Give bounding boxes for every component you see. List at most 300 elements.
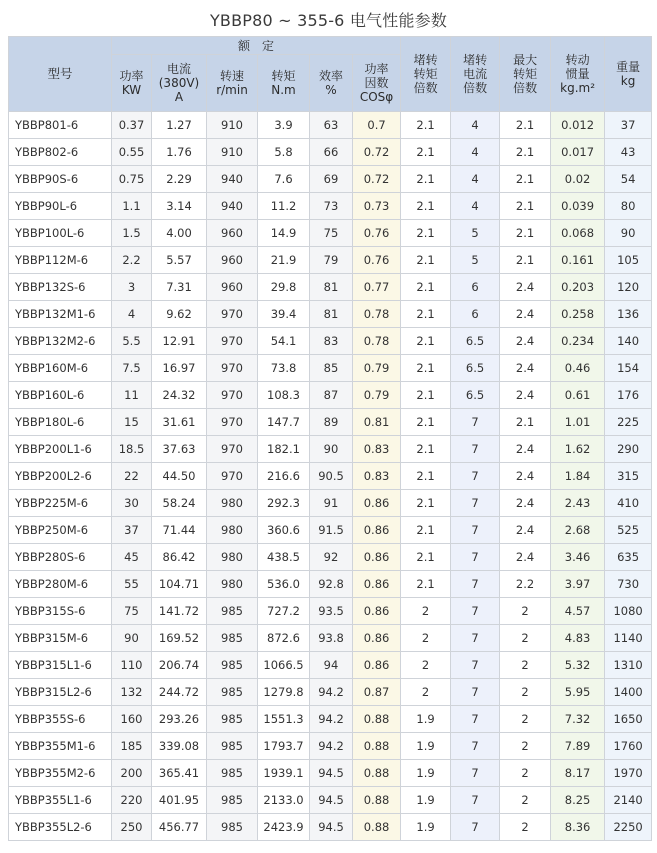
cell-locked-torque: 2.1 [401, 436, 451, 463]
table-row [9, 247, 652, 274]
cell-locked-torque: 2.1 [401, 193, 451, 220]
cell-power: 185 [112, 733, 152, 760]
cell-locked-torque: 1.9 [401, 733, 451, 760]
cell-power-factor: 0.77 [353, 274, 401, 301]
cell-max-torque: 2 [500, 760, 551, 787]
header-rated-group: 额 定 [112, 37, 401, 55]
cell-speed: 980 [207, 571, 258, 598]
cell-torque: 216.6 [258, 463, 310, 490]
cell-weight: 105 [605, 247, 652, 274]
cell-max-torque: 2.4 [500, 301, 551, 328]
cell-power-factor: 0.78 [353, 328, 401, 355]
cell-locked-current: 7 [451, 544, 500, 571]
table-row [9, 652, 652, 679]
cell-torque: 147.7 [258, 409, 310, 436]
table-row [9, 598, 652, 625]
header-torque: 转矩 N.m [258, 55, 310, 112]
cell-locked-torque: 2 [401, 652, 451, 679]
cell-current: 339.08 [152, 733, 207, 760]
header-weight: 重量 kg [605, 37, 652, 112]
cell-locked-current: 6 [451, 301, 500, 328]
header-power-factor: 功率 因数 COSφ [353, 55, 401, 112]
electrical-performance-table [8, 36, 652, 841]
cell-current: 86.42 [152, 544, 207, 571]
cell-power-factor: 0.83 [353, 436, 401, 463]
cell-torque: 182.1 [258, 436, 310, 463]
cell-current: 44.50 [152, 463, 207, 490]
table-row [9, 112, 652, 139]
cell-torque: 29.8 [258, 274, 310, 301]
table-row [9, 436, 652, 463]
cell-power: 1.1 [112, 193, 152, 220]
cell-weight: 410 [605, 490, 652, 517]
cell-model: YBBP180L-6 [9, 409, 112, 436]
cell-model: YBBP100L-6 [9, 220, 112, 247]
cell-power-factor: 0.79 [353, 382, 401, 409]
cell-power: 22 [112, 463, 152, 490]
cell-locked-torque: 2.1 [401, 463, 451, 490]
cell-torque: 1793.7 [258, 733, 310, 760]
cell-speed: 985 [207, 733, 258, 760]
cell-model: YBBP355L2-6 [9, 814, 112, 841]
cell-locked-torque: 2.1 [401, 328, 451, 355]
cell-power: 0.75 [112, 166, 152, 193]
cell-weight: 730 [605, 571, 652, 598]
header-max-torque: 最大 转矩 倍数 [500, 37, 551, 112]
cell-speed: 985 [207, 787, 258, 814]
cell-inertia: 0.161 [551, 247, 605, 274]
cell-power-factor: 0.86 [353, 490, 401, 517]
cell-efficiency: 94.2 [310, 706, 353, 733]
cell-max-torque: 2.1 [500, 166, 551, 193]
cell-inertia: 0.017 [551, 139, 605, 166]
cell-current: 58.24 [152, 490, 207, 517]
cell-power: 4 [112, 301, 152, 328]
cell-model: YBBP355L1-6 [9, 787, 112, 814]
cell-model: YBBP280M-6 [9, 571, 112, 598]
cell-locked-current: 7 [451, 787, 500, 814]
cell-power: 7.5 [112, 355, 152, 382]
cell-locked-current: 7 [451, 679, 500, 706]
cell-max-torque: 2 [500, 814, 551, 841]
cell-model: YBBP200L2-6 [9, 463, 112, 490]
cell-efficiency: 91.5 [310, 517, 353, 544]
cell-power: 18.5 [112, 436, 152, 463]
table-row [9, 490, 652, 517]
cell-efficiency: 90 [310, 436, 353, 463]
cell-torque: 5.8 [258, 139, 310, 166]
cell-inertia: 0.203 [551, 274, 605, 301]
cell-efficiency: 63 [310, 112, 353, 139]
cell-locked-current: 4 [451, 166, 500, 193]
cell-power-factor: 0.88 [353, 787, 401, 814]
table-row [9, 301, 652, 328]
cell-power-factor: 0.76 [353, 247, 401, 274]
table-row [9, 571, 652, 598]
cell-power: 0.55 [112, 139, 152, 166]
cell-speed: 960 [207, 247, 258, 274]
cell-power: 220 [112, 787, 152, 814]
cell-model: YBBP280S-6 [9, 544, 112, 571]
cell-current: 141.72 [152, 598, 207, 625]
cell-weight: 80 [605, 193, 652, 220]
cell-locked-current: 7 [451, 760, 500, 787]
cell-model: YBBP200L1-6 [9, 436, 112, 463]
cell-power-factor: 0.86 [353, 598, 401, 625]
cell-speed: 940 [207, 166, 258, 193]
cell-inertia: 4.57 [551, 598, 605, 625]
cell-efficiency: 85 [310, 355, 353, 382]
cell-inertia: 1.84 [551, 463, 605, 490]
cell-current: 2.29 [152, 166, 207, 193]
cell-efficiency: 93.8 [310, 625, 353, 652]
cell-inertia: 3.97 [551, 571, 605, 598]
table-body [9, 112, 652, 841]
page-title: YBBP80 ~ 355-6 电气性能参数 [209, 11, 448, 30]
cell-model: YBBP132M2-6 [9, 328, 112, 355]
cell-locked-current: 7 [451, 409, 500, 436]
cell-max-torque: 2.4 [500, 490, 551, 517]
cell-power-factor: 0.86 [353, 544, 401, 571]
cell-inertia: 0.039 [551, 193, 605, 220]
cell-weight: 525 [605, 517, 652, 544]
cell-power-factor: 0.86 [353, 625, 401, 652]
cell-inertia: 8.17 [551, 760, 605, 787]
cell-torque: 7.6 [258, 166, 310, 193]
cell-power-factor: 0.86 [353, 652, 401, 679]
table-row [9, 733, 652, 760]
cell-locked-current: 7 [451, 436, 500, 463]
cell-locked-current: 6.5 [451, 382, 500, 409]
cell-max-torque: 2 [500, 679, 551, 706]
cell-power-factor: 0.88 [353, 814, 401, 841]
table-row [9, 139, 652, 166]
cell-speed: 970 [207, 409, 258, 436]
cell-speed: 970 [207, 328, 258, 355]
cell-max-torque: 2.4 [500, 517, 551, 544]
header-speed: 转速 r/min [207, 55, 258, 112]
cell-speed: 970 [207, 436, 258, 463]
cell-max-torque: 2.4 [500, 382, 551, 409]
cell-locked-torque: 2.1 [401, 247, 451, 274]
cell-weight: 90 [605, 220, 652, 247]
cell-weight: 140 [605, 328, 652, 355]
cell-locked-current: 4 [451, 193, 500, 220]
cell-model: YBBP802-6 [9, 139, 112, 166]
table-row [9, 166, 652, 193]
cell-inertia: 4.83 [551, 625, 605, 652]
cell-efficiency: 87 [310, 382, 353, 409]
cell-weight: 37 [605, 112, 652, 139]
cell-power: 75 [112, 598, 152, 625]
header-model: 型号 [9, 37, 112, 112]
cell-speed: 985 [207, 625, 258, 652]
header-locked-current: 堵转 电流 倍数 [451, 37, 500, 112]
cell-locked-torque: 2.1 [401, 571, 451, 598]
cell-efficiency: 92.8 [310, 571, 353, 598]
cell-power-factor: 0.78 [353, 301, 401, 328]
cell-torque: 11.2 [258, 193, 310, 220]
cell-locked-current: 7 [451, 652, 500, 679]
cell-speed: 985 [207, 598, 258, 625]
cell-locked-current: 7 [451, 814, 500, 841]
cell-speed: 985 [207, 814, 258, 841]
cell-efficiency: 94.5 [310, 814, 353, 841]
cell-max-torque: 2 [500, 787, 551, 814]
cell-efficiency: 89 [310, 409, 353, 436]
cell-inertia: 8.25 [551, 787, 605, 814]
cell-power-factor: 0.88 [353, 760, 401, 787]
cell-weight: 1760 [605, 733, 652, 760]
cell-max-torque: 2 [500, 733, 551, 760]
table-row [9, 679, 652, 706]
cell-model: YBBP160M-6 [9, 355, 112, 382]
cell-max-torque: 2.1 [500, 139, 551, 166]
cell-efficiency: 81 [310, 274, 353, 301]
cell-weight: 176 [605, 382, 652, 409]
cell-model: YBBP90S-6 [9, 166, 112, 193]
cell-locked-torque: 1.9 [401, 706, 451, 733]
cell-locked-torque: 2.1 [401, 382, 451, 409]
cell-torque: 1551.3 [258, 706, 310, 733]
cell-power-factor: 0.81 [353, 409, 401, 436]
cell-current: 5.57 [152, 247, 207, 274]
cell-power: 0.37 [112, 112, 152, 139]
cell-locked-torque: 2.1 [401, 517, 451, 544]
cell-power: 11 [112, 382, 152, 409]
cell-torque: 2133.0 [258, 787, 310, 814]
cell-locked-current: 4 [451, 112, 500, 139]
cell-weight: 1310 [605, 652, 652, 679]
cell-model: YBBP112M-6 [9, 247, 112, 274]
table-row [9, 355, 652, 382]
cell-power: 15 [112, 409, 152, 436]
cell-inertia: 1.62 [551, 436, 605, 463]
cell-speed: 980 [207, 490, 258, 517]
table-row [9, 787, 652, 814]
cell-efficiency: 94.2 [310, 733, 353, 760]
cell-power-factor: 0.72 [353, 166, 401, 193]
cell-weight: 54 [605, 166, 652, 193]
cell-max-torque: 2.4 [500, 328, 551, 355]
cell-max-torque: 2.4 [500, 274, 551, 301]
cell-torque: 727.2 [258, 598, 310, 625]
cell-torque: 3.9 [258, 112, 310, 139]
cell-torque: 1279.8 [258, 679, 310, 706]
cell-current: 4.00 [152, 220, 207, 247]
cell-speed: 960 [207, 220, 258, 247]
cell-inertia: 1.01 [551, 409, 605, 436]
cell-power-factor: 0.83 [353, 463, 401, 490]
cell-power-factor: 0.79 [353, 355, 401, 382]
table-row [9, 328, 652, 355]
cell-locked-torque: 2 [401, 625, 451, 652]
cell-efficiency: 79 [310, 247, 353, 274]
cell-max-torque: 2.1 [500, 193, 551, 220]
cell-current: 244.72 [152, 679, 207, 706]
cell-model: YBBP355M1-6 [9, 733, 112, 760]
cell-locked-current: 5 [451, 220, 500, 247]
cell-locked-torque: 2.1 [401, 166, 451, 193]
cell-locked-current: 7 [451, 733, 500, 760]
cell-max-torque: 2.1 [500, 220, 551, 247]
header-efficiency: 效率 % [310, 55, 353, 112]
cell-locked-torque: 2.1 [401, 220, 451, 247]
cell-model: YBBP355S-6 [9, 706, 112, 733]
cell-torque: 39.4 [258, 301, 310, 328]
cell-power: 37 [112, 517, 152, 544]
cell-weight: 225 [605, 409, 652, 436]
cell-locked-torque: 2 [401, 598, 451, 625]
cell-efficiency: 94.5 [310, 787, 353, 814]
cell-current: 104.71 [152, 571, 207, 598]
cell-current: 365.41 [152, 760, 207, 787]
cell-efficiency: 94.2 [310, 679, 353, 706]
cell-efficiency: 81 [310, 301, 353, 328]
table-row [9, 760, 652, 787]
cell-max-torque: 2.2 [500, 571, 551, 598]
cell-locked-current: 5 [451, 247, 500, 274]
header-current: 电流 (380V) A [152, 55, 207, 112]
cell-locked-torque: 2 [401, 679, 451, 706]
cell-locked-current: 7 [451, 625, 500, 652]
cell-torque: 872.6 [258, 625, 310, 652]
cell-inertia: 2.68 [551, 517, 605, 544]
cell-inertia: 5.95 [551, 679, 605, 706]
cell-torque: 21.9 [258, 247, 310, 274]
table-row [9, 706, 652, 733]
cell-locked-torque: 2.1 [401, 139, 451, 166]
cell-speed: 985 [207, 652, 258, 679]
cell-weight: 315 [605, 463, 652, 490]
cell-locked-torque: 2.1 [401, 112, 451, 139]
cell-locked-torque: 1.9 [401, 760, 451, 787]
cell-power-factor: 0.86 [353, 571, 401, 598]
header-power: 功率 KW [112, 55, 152, 112]
cell-current: 3.14 [152, 193, 207, 220]
cell-speed: 940 [207, 193, 258, 220]
cell-weight: 1650 [605, 706, 652, 733]
cell-torque: 438.5 [258, 544, 310, 571]
cell-weight: 2140 [605, 787, 652, 814]
cell-model: YBBP250M-6 [9, 517, 112, 544]
cell-inertia: 8.36 [551, 814, 605, 841]
cell-speed: 980 [207, 544, 258, 571]
cell-torque: 73.8 [258, 355, 310, 382]
cell-efficiency: 92 [310, 544, 353, 571]
cell-max-torque: 2.1 [500, 409, 551, 436]
cell-max-torque: 2.1 [500, 247, 551, 274]
cell-model: YBBP355M2-6 [9, 760, 112, 787]
cell-locked-current: 6.5 [451, 328, 500, 355]
cell-speed: 970 [207, 382, 258, 409]
table-row [9, 220, 652, 247]
cell-efficiency: 90.5 [310, 463, 353, 490]
cell-inertia: 0.258 [551, 301, 605, 328]
cell-weight: 290 [605, 436, 652, 463]
cell-max-torque: 2 [500, 706, 551, 733]
cell-efficiency: 91 [310, 490, 353, 517]
cell-model: YBBP315S-6 [9, 598, 112, 625]
cell-speed: 985 [207, 706, 258, 733]
cell-efficiency: 94 [310, 652, 353, 679]
cell-weight: 635 [605, 544, 652, 571]
cell-power: 1.5 [112, 220, 152, 247]
cell-locked-current: 7 [451, 598, 500, 625]
cell-inertia: 5.32 [551, 652, 605, 679]
table-row [9, 274, 652, 301]
cell-power-factor: 0.7 [353, 112, 401, 139]
cell-locked-current: 7 [451, 706, 500, 733]
cell-max-torque: 2 [500, 652, 551, 679]
cell-torque: 360.6 [258, 517, 310, 544]
cell-locked-torque: 1.9 [401, 787, 451, 814]
cell-current: 16.97 [152, 355, 207, 382]
cell-power-factor: 0.72 [353, 139, 401, 166]
cell-weight: 1080 [605, 598, 652, 625]
cell-power-factor: 0.88 [353, 733, 401, 760]
cell-weight: 120 [605, 274, 652, 301]
cell-current: 293.26 [152, 706, 207, 733]
cell-current: 31.61 [152, 409, 207, 436]
table-row [9, 382, 652, 409]
cell-locked-torque: 2.1 [401, 490, 451, 517]
table-row [9, 625, 652, 652]
cell-torque: 2423.9 [258, 814, 310, 841]
cell-inertia: 0.61 [551, 382, 605, 409]
cell-power-factor: 0.88 [353, 706, 401, 733]
cell-current: 7.31 [152, 274, 207, 301]
cell-inertia: 7.89 [551, 733, 605, 760]
cell-torque: 1939.1 [258, 760, 310, 787]
cell-power: 250 [112, 814, 152, 841]
header-inertia: 转动 惯量 kg.m² [551, 37, 605, 112]
table-row [9, 814, 652, 841]
cell-model: YBBP160L-6 [9, 382, 112, 409]
cell-max-torque: 2.4 [500, 355, 551, 382]
cell-speed: 985 [207, 679, 258, 706]
cell-model: YBBP132M1-6 [9, 301, 112, 328]
cell-current: 456.77 [152, 814, 207, 841]
cell-locked-current: 7 [451, 463, 500, 490]
cell-speed: 910 [207, 139, 258, 166]
table-row [9, 193, 652, 220]
cell-model: YBBP90L-6 [9, 193, 112, 220]
cell-locked-torque: 2.1 [401, 355, 451, 382]
cell-locked-torque: 2.1 [401, 301, 451, 328]
cell-model: YBBP132S-6 [9, 274, 112, 301]
cell-efficiency: 94.5 [310, 760, 353, 787]
cell-max-torque: 2.1 [500, 112, 551, 139]
cell-current: 206.74 [152, 652, 207, 679]
cell-model: YBBP315M-6 [9, 625, 112, 652]
cell-inertia: 0.46 [551, 355, 605, 382]
cell-efficiency: 83 [310, 328, 353, 355]
cell-inertia: 0.02 [551, 166, 605, 193]
cell-weight: 43 [605, 139, 652, 166]
cell-speed: 960 [207, 274, 258, 301]
cell-locked-torque: 2.1 [401, 409, 451, 436]
cell-locked-current: 7 [451, 571, 500, 598]
cell-weight: 154 [605, 355, 652, 382]
table-row [9, 544, 652, 571]
cell-torque: 536.0 [258, 571, 310, 598]
cell-speed: 980 [207, 517, 258, 544]
cell-current: 401.95 [152, 787, 207, 814]
cell-max-torque: 2.4 [500, 436, 551, 463]
cell-weight: 1400 [605, 679, 652, 706]
cell-inertia: 0.012 [551, 112, 605, 139]
